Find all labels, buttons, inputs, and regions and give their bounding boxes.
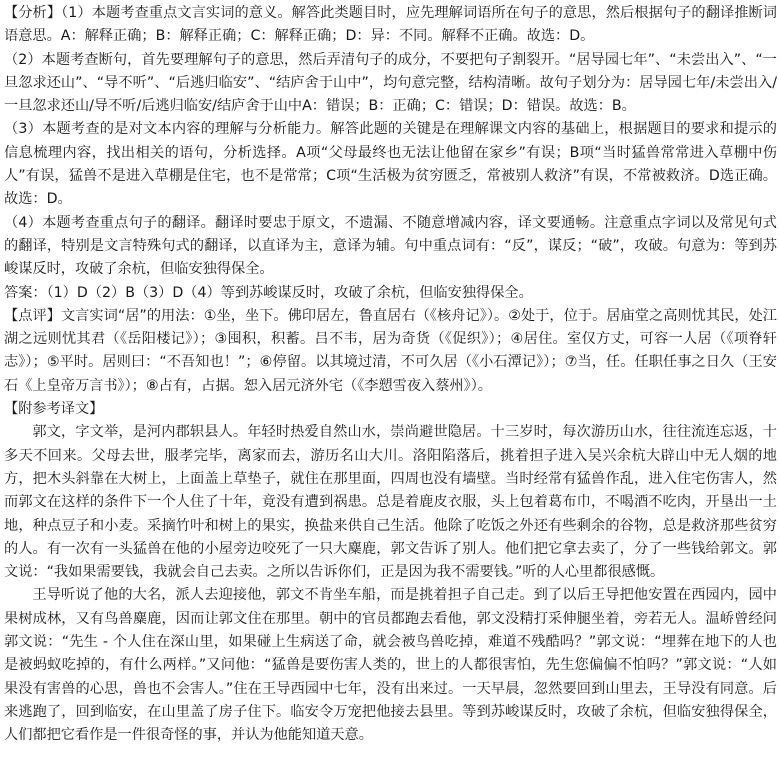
translation-paragraph-1: 郭文，字文举，是河内郡轵县人。年轻时热爱自然山水，崇尚避世隐居。十三岁时，每次游历山水，往往流连忘返，十多天不回来。父母去世，服孝完毕，离家而去，游历名山大川。洛阳陷落后，挑着担子进入吴兴余杭大辟山中无人烟的地方，把木头斜靠在大树上，上面盖上草垫子，就住在那里面，四周也没有墙壁。当时经常有猛兽作乱，进入住宅伤害人，然而郭文在这样的条件下一个人住了十年，竟没有遭到祸患。总是着鹿皮衣服，头上包着葛布巾，不喝酒不吃肉，开垦出一土地，种点豆子和小麦。采摘竹叶和树上的果实，换盐来供自己生活。他除了吃饭之外还有些剩余的谷物，总是救济那些贫穷的人。有一次有一头猛兽在他的小屋旁边咬死了一只大麋鹿，郭文告诉了别人。他们把它拿去卖了，分了一些钱给郭文。郭文说：“我如果需要钱，我就会自己去卖。之所以告诉你们，正是因为我不需要钱。”听的人心里都很感慨。 [4, 424, 777, 581]
answer-line: 答案：（1）D（2）B（3）D（4）等到苏峻谋反时，攻破了余杭，但临安独得保全。 [4, 284, 533, 301]
analysis-part-2: （2）本题考查断句，首先要理解句子的意思，然后弄清句子的成分，不要把句子割裂开。“居导园七年”、“未尝出入”、“一旦忽求还山”、“导不听”、“后逃归临安”、“结庐舍于山中”，均句意完整，结构清晰。故句子划分为：居导园七年/未尝出入/一旦忽求还山/导不听/后逃归临安/结庐舍于山中A：错误；B：正确；C：错误；D：错误。故选：B。 [4, 51, 777, 115]
analysis-part-1: 【分析】（1）本题考查重点文言实词的意义。解答此类题目时，应先理解词语所在句子的意思，然后根据句子的翻译推断词语意思。A：解释正确；B：解释正确；C：解释正确；D：异：不同。解释不正确。故选：D。 [4, 5, 777, 45]
analysis-part-3: （3）本题考查的是对文本内容的理解与分析能力。解答此题的关键是在理解课文内容的基础上，根据题目的要求和提示的信息梳理内容，找出相关的语句，分析选择。A项“父母最终也无法让他留在家乡”有误；B项“当时猛兽常常进入草棚中伤人”有误，猛兽不是进入草棚是住宅，也不是常常；C项“生活极为贫穷匮乏，常被别人救济”有误，不常被救济。D选正确。故选：D。 [4, 121, 777, 208]
analysis-part-4: （4）本题考查重点句子的翻译。翻译时要忠于原文，不遗漏、不随意增减内容，译文要通畅。注意重点字词以及常见句式的翻译，特别是文言特殊句式的翻译，以直译为主，意译为辅。句中重点词有：“反”，谋反；“破”，攻破。句意为：等到苏峻谋反时，攻破了余杭，但临安独得保全。 [4, 214, 777, 278]
comment-paragraph: 【点评】文言实词“居”的用法：①坐，坐下。佛印居左，鲁直居右（《核舟记》）。②处于，位于。居庙堂之高则忧其民，处江湖之远则忧其君（《岳阳楼记》）；③囤积，积蓄。吕不韦，居为奇货（《促织》）；④居住。室仅方丈，可容一人居（《项脊轩志》）；⑤平时。居则曰：“不吾知也！”；⑥停留。以其境过清，不可久居（《小石潭记》）；⑦当，任。任职任事之日久（王安石《上皇帝万言书》）；⑧占有，占据。恕入居元济外宅（《李愬雪夜入蔡州》）。 [4, 307, 777, 394]
translation-heading: 【附参考译文】 [4, 401, 104, 418]
translation-paragraph-2: 王导听说了他的大名，派人去迎接他，郭文不肯坐车船，而是挑着担子自己走。到了以后王导把他安置在西园内，园中果树成林，又有鸟兽麋鹿，因而让郭文住在那里。朝中的官员都跑去看他，郭文没精打采伸腿坐着，旁若无人。温峤曾经问郭文说：“先生 - 个人住在深山里，如果碰上生病送了命，就会被鸟兽吃掉，难道不残酷吗？”郭文说：“埋葬在地下的人也是被蚂蚁吃掉的，有什么两样。”又问他：“猛兽是要伤害人类的，世上的人都很害怕，先生您偏偏不怕吗？”郭文说：“人如果没有害兽的心思，兽也不会害人。”住在王导西园中七年，没有出来过。一天早晨，忽然要回到山里去，王导没有同意。后来逃跑了，回到临安，在山里盖了房子住下。临安令万宠把他接去县里。等到苏峻谋反时，攻破了余杭，但临安独得保全，人们都把它看作是一件很奇怪的事，并认为他能知道天意。 [4, 587, 777, 744]
